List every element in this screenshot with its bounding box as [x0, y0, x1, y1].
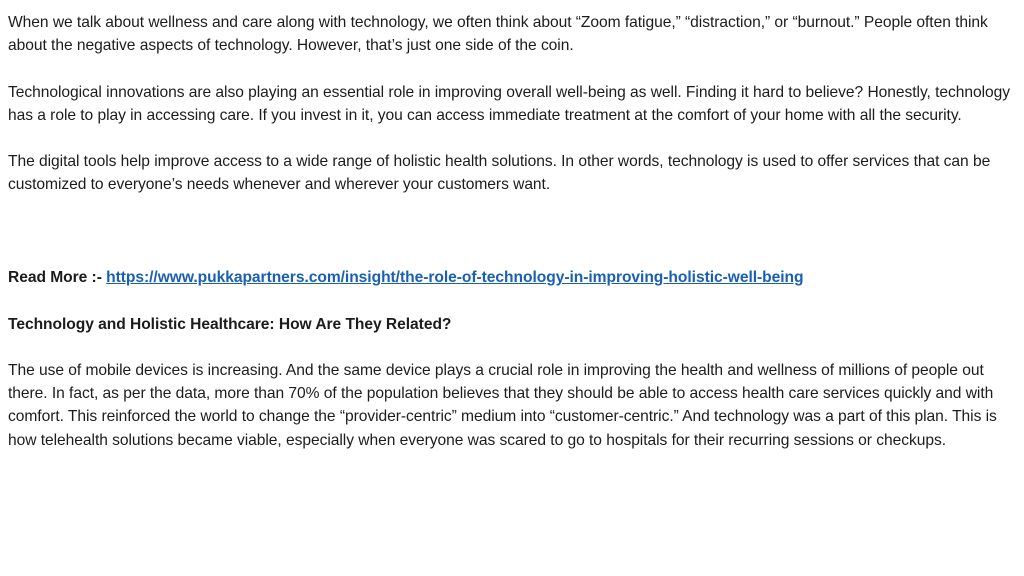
innovation-paragraph: Technological innovations are also playing an essential role in improving overall well-being as well. Finding it hard to believe? Honestly, technology has a role to play in accessing care. If you invest in it, you can access immediate treatment at the comfort of your home with all the security. [8, 83, 1011, 124]
read-more-line [8, 266, 1018, 289]
slide-content [8, 11, 1018, 452]
spacer [8, 57, 1018, 80]
spacer [8, 336, 1018, 359]
spacer [8, 127, 1018, 150]
digital-tools-paragraph: The digital tools help improve access to a wide range of holistic health solutions. In other words, technology is used to offer services that can be customized to everyone’s needs whenever and wherever your customers want. [8, 153, 991, 194]
section-body-paragraph: The use of mobile devices is increasing. And the same device plays a crucial role in improving the health and wellness of millions of people out there. In fact, as per the data, more than 70% of the population believes that they should be able to access health care services quickly and with comfort. This reinforced the world to change the “provider-centric” medium into “customer-centric.” And technology was a part of this plan. This is how telehealth solutions became viable, especially when everyone was scared to go to hospitals for their recurring sessions or checkups. [8, 361, 997, 449]
intro-paragraph: When we talk about wellness and care along with technology, we often think about “Zoom fatigue,” “distraction,” or “burnout.” People often think about the negative aspects of technology. However, that’s just one side of the coin. [8, 14, 988, 55]
spacer [8, 289, 1018, 312]
read-more-link[interactable]: https://www.pukkapartners.com/insight/the-role-of-technology-in-improving-holistic-well-being [106, 269, 804, 287]
read-more-label: Read More :- [8, 269, 107, 287]
spacer [8, 197, 1018, 267]
section-heading: Technology and Holistic Healthcare: How Are They Related? [8, 315, 452, 333]
